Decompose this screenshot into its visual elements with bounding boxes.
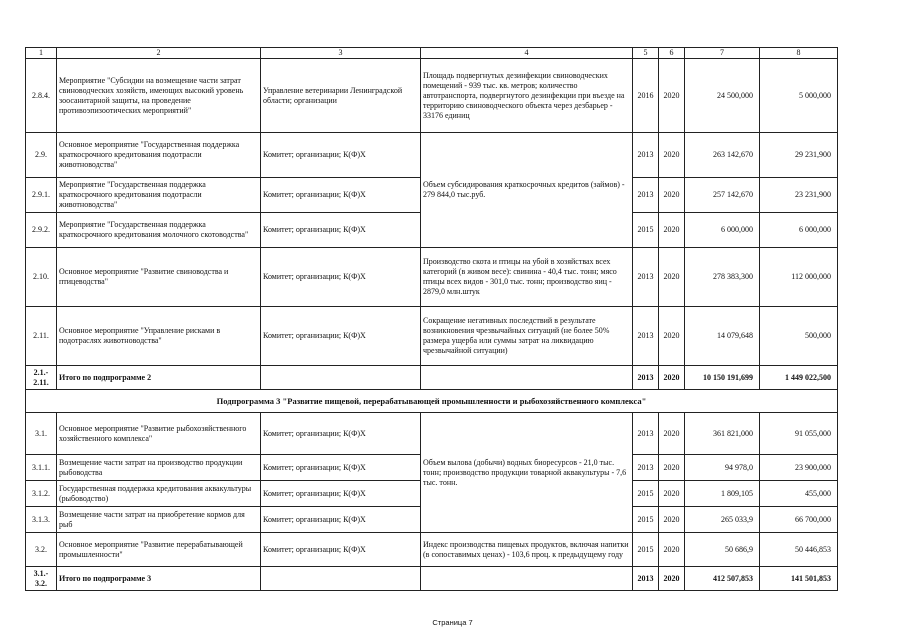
year-start: 2016 [633, 59, 659, 133]
year-end: 2020 [659, 213, 685, 248]
executor: Комитет; организации; К(Ф)Х [261, 413, 421, 455]
executor: Управление ветеринарии Ленинградской области; организации [261, 59, 421, 133]
empty-cell [261, 366, 421, 390]
activity-name: Мероприятие "Субсидии на возмещение части затрат свиноводческих хозяйств, имеющих высокий уровень зоосанитарной защиты, на проведение противоэпизоотических мероприятий" [57, 59, 261, 133]
section-row [26, 390, 838, 413]
year-end: 2020 [659, 178, 685, 213]
amount-total: 14 079,648 [685, 307, 760, 366]
row-number: 3.1.1. [26, 455, 57, 481]
amount-regional: 112 000,000 [760, 248, 838, 307]
row-number: 2.9. [26, 133, 57, 178]
activity-name: Возмещение части затрат на производство продукции рыбоводства [57, 455, 261, 481]
header-cell: 6 [659, 48, 685, 59]
amount-total: 263 142,670 [685, 133, 760, 178]
amount-total: 10 150 191,699 [685, 366, 760, 390]
year-end: 2020 [659, 481, 685, 507]
subtotal-row [26, 366, 838, 390]
activity-name: Основное мероприятие "Развитие свиноводства и птицеводства" [57, 248, 261, 307]
year-end: 2020 [659, 248, 685, 307]
year-end: 2020 [659, 133, 685, 178]
header-cell: 4 [421, 48, 633, 59]
executor: Комитет; организации; К(Ф)Х [261, 178, 421, 213]
row-number: 3.1.2. [26, 481, 57, 507]
section-title: Подпрограмма 3 "Развитие пищевой, перерабатывающей промышленности и рыбохозяйственного комплекса" [26, 390, 838, 413]
row-number: 2.8.4. [26, 59, 57, 133]
year-start: 2015 [633, 507, 659, 533]
table-row [26, 413, 838, 455]
empty-cell [421, 366, 633, 390]
row-number: 2.11. [26, 307, 57, 366]
amount-regional: 500,000 [760, 307, 838, 366]
row-number: 3.2. [26, 533, 57, 567]
amount-total: 6 000,000 [685, 213, 760, 248]
header-cell: 7 [685, 48, 760, 59]
activity-name: Государственная поддержка кредитования аквакультуры (рыбоводство) [57, 481, 261, 507]
header-cell: 1 [26, 48, 57, 59]
amount-total: 1 809,105 [685, 481, 760, 507]
amount-total: 265 033,9 [685, 507, 760, 533]
row-number: 2.9.1. [26, 178, 57, 213]
year-start: 2013 [633, 133, 659, 178]
year-start: 2015 [633, 213, 659, 248]
program-table [25, 47, 838, 591]
activity-name: Основное мероприятие "Управление рисками в подотраслях животноводства" [57, 307, 261, 366]
amount-total: 412 507,853 [685, 567, 760, 591]
amount-regional: 50 446,853 [760, 533, 838, 567]
executor: Комитет; организации; К(Ф)Х [261, 455, 421, 481]
activity-name: Возмещение части затрат на приобретение кормов для рыб [57, 507, 261, 533]
amount-total: 94 978,0 [685, 455, 760, 481]
amount-regional: 1 449 022,500 [760, 366, 838, 390]
amount-regional: 455,000 [760, 481, 838, 507]
subtotal-label: Итого по подпрограмме 2 [57, 366, 261, 390]
indicator: Площадь подвергнутых дезинфекции свиноводческих помещений - 939 тыс. кв. метров; количество автотранспорта, подвергнутого дезинфекции при въезде на территорию свиноводческого объекта через дезбарьер - 33176 единиц [421, 59, 633, 133]
executor: Комитет; организации; К(Ф)Х [261, 248, 421, 307]
year-end: 2020 [659, 366, 685, 390]
year-end: 2020 [659, 307, 685, 366]
subtotal-row [26, 567, 838, 591]
row-number: 2.9.2. [26, 213, 57, 248]
executor: Комитет; организации; К(Ф)Х [261, 507, 421, 533]
indicator: Сокращение негативных последствий в результате возникновения чрезвычайных ситуаций (не более 50% размера ущерба или суммы затрат на ликвидацию чрезвычайной ситуации) [421, 307, 633, 366]
row-number: 2.10. [26, 248, 57, 307]
table-row [26, 307, 838, 366]
header-cell: 2 [57, 48, 261, 59]
indicator: Индекс производства пищевых продуктов, включая напитки (в сопоставимых ценах) - 103,6 проц. к предыдущему году [421, 533, 633, 567]
row-number: 2.1.- 2.11. [26, 366, 57, 390]
table-row [26, 59, 838, 133]
year-start: 2013 [633, 248, 659, 307]
year-end: 2020 [659, 567, 685, 591]
header-row [26, 48, 838, 59]
empty-cell [421, 567, 633, 591]
activity-name: Основное мероприятие "Государственная поддержка краткосрочного кредитования подотрасли животноводства" [57, 133, 261, 178]
row-number: 3.1.3. [26, 507, 57, 533]
amount-regional: 23 900,000 [760, 455, 838, 481]
page-number: Страница 7 [432, 618, 473, 627]
table-row [26, 133, 838, 178]
amount-total: 278 383,300 [685, 248, 760, 307]
amount-total: 361 821,000 [685, 413, 760, 455]
row-number: 3.1.- 3.2. [26, 567, 57, 591]
year-start: 2013 [633, 366, 659, 390]
year-start: 2015 [633, 533, 659, 567]
year-start: 2013 [633, 567, 659, 591]
year-start: 2013 [633, 455, 659, 481]
year-start: 2013 [633, 413, 659, 455]
empty-cell [261, 567, 421, 591]
year-end: 2020 [659, 413, 685, 455]
activity-name: Мероприятие "Государственная поддержка краткосрочного кредитования подотрасли животноводства" [57, 178, 261, 213]
year-end: 2020 [659, 59, 685, 133]
executor: Комитет; организации; К(Ф)Х [261, 133, 421, 178]
year-end: 2020 [659, 533, 685, 567]
amount-regional: 6 000,000 [760, 213, 838, 248]
subtotal-label: Итого по подпрограмме 3 [57, 567, 261, 591]
table-row [26, 248, 838, 307]
header-cell: 8 [760, 48, 838, 59]
year-start: 2013 [633, 178, 659, 213]
executor: Комитет; организации; К(Ф)Х [261, 213, 421, 248]
amount-regional: 66 700,000 [760, 507, 838, 533]
amount-regional: 23 231,900 [760, 178, 838, 213]
year-end: 2020 [659, 507, 685, 533]
amount-regional: 91 055,000 [760, 413, 838, 455]
amount-total: 24 500,000 [685, 59, 760, 133]
header-cell: 3 [261, 48, 421, 59]
indicator: Объем субсидирования краткосрочных кредитов (займов) - 279 844,0 тыс.руб. [421, 133, 633, 248]
amount-total: 50 686,9 [685, 533, 760, 567]
activity-name: Основное мероприятие "Развитие рыбохозяйственного хозяйственного комплекса" [57, 413, 261, 455]
amount-regional: 29 231,900 [760, 133, 838, 178]
year-start: 2015 [633, 481, 659, 507]
activity-name: Основное мероприятие "Развитие перерабатывающей промышленности" [57, 533, 261, 567]
row-number: 3.1. [26, 413, 57, 455]
executor: Комитет; организации; К(Ф)Х [261, 481, 421, 507]
executor: Комитет; организации; К(Ф)Х [261, 533, 421, 567]
amount-total: 257 142,670 [685, 178, 760, 213]
header-cell: 5 [633, 48, 659, 59]
amount-regional: 141 501,853 [760, 567, 838, 591]
year-start: 2013 [633, 307, 659, 366]
indicator: Производство скота и птицы на убой в хозяйствах всех категорий (в живом весе): свинина - 40,4 тыс. тонн; мясо птицы всех видов - 301,0 тыс. тонн; производство яиц - 2879,0 млн.штук [421, 248, 633, 307]
amount-regional: 5 000,000 [760, 59, 838, 133]
year-end: 2020 [659, 455, 685, 481]
indicator: Объем вылова (добычи) водных биоресурсов - 21,0 тыс. тонн; производство продукции товарной аквакультуры - 7,6 тыс. тонн. [421, 413, 633, 533]
table-row [26, 533, 838, 567]
executor: Комитет; организации; К(Ф)Х [261, 307, 421, 366]
activity-name: Мероприятие "Государственная поддержка краткосрочного кредитования молочного скотоводства" [57, 213, 261, 248]
